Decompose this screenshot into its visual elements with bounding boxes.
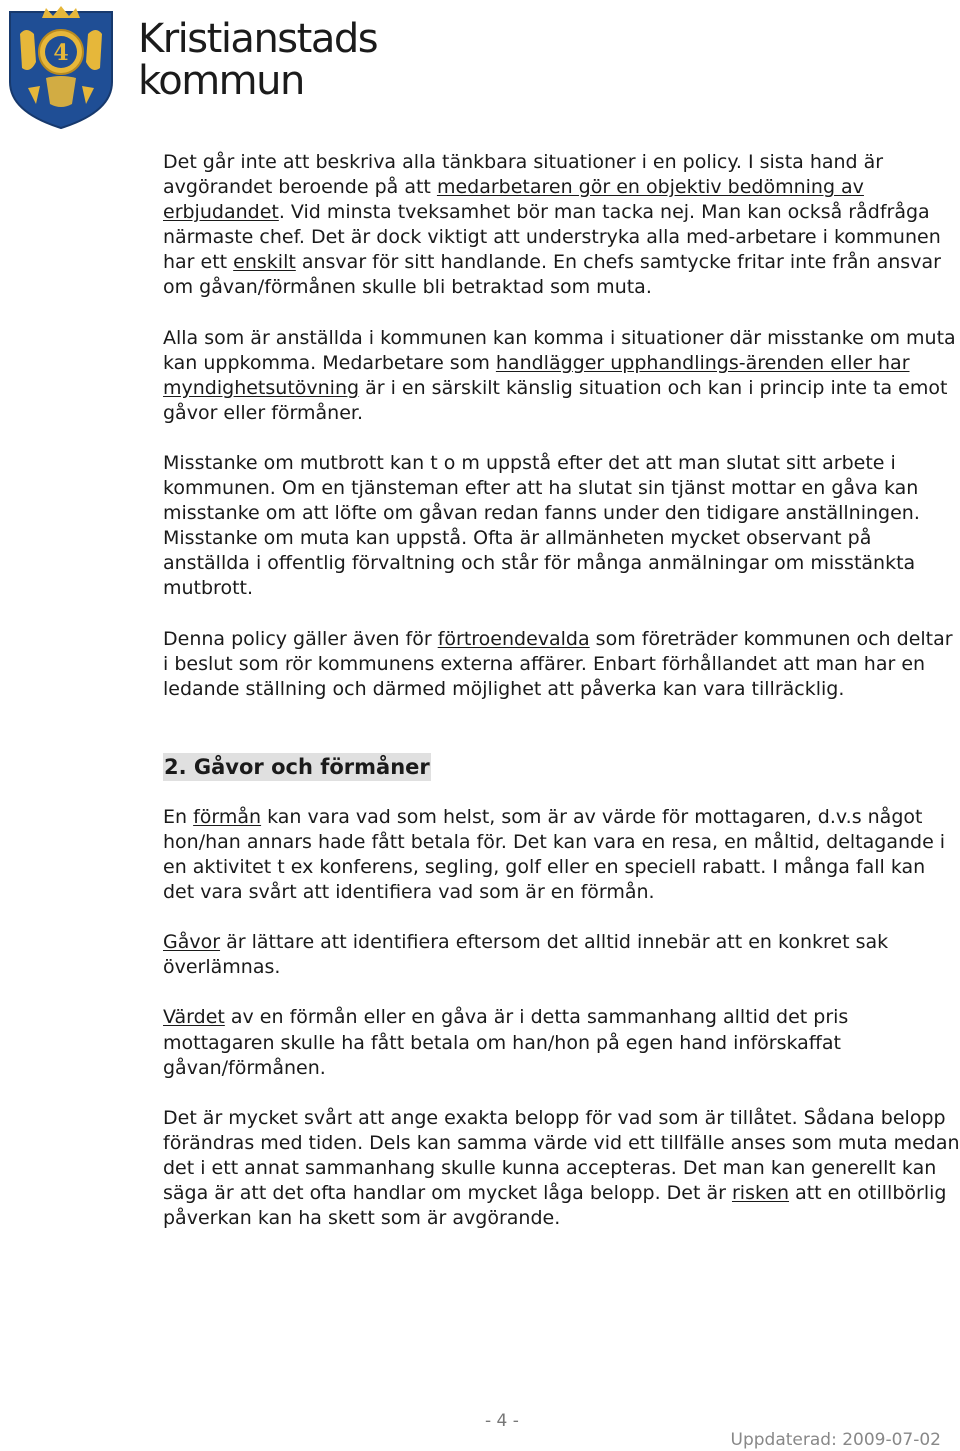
paragraph-text: som företräder kommunen och deltar i beslut som rör kommunens externa affärer. Enbart förhållandet att man har en ledande ställning och därmed möjlighet att påverka kan vara tillräcklig. [163,627,953,700]
paragraph-text: Det är mycket svårt att ange exakta belopp för vad som är tillåtet. Sådana belopp förändras med tiden. Dels kan samma värde vid ett tillfälle anses som muta medan det i ett annat sammanhang skulle kunna accepteras. Det man kan generellt kan säga är att det ofta handlar om mycket låga belopp. Det är [163,1106,960,1204]
underlined-term: Värdet [163,1006,225,1029]
underlined-term: enskilt [233,251,296,274]
paragraph-text: Det går inte att beskriva alla tänkbara situationer i en policy. I sista hand är avgörandet beroende på att [163,151,884,199]
paragraph [163,326,960,426]
intro-paragraphs [163,150,960,702]
paragraph-text: att en otillbörlig påverkan kan ha skett som är avgörande. [163,1182,947,1230]
underlined-term: risken [731,1182,790,1204]
paragraph-text: Denna policy gäller även för [163,627,438,650]
paragraph-text: En [163,805,194,828]
paragraph-text: kan vara vad som helst, som är av värde för mottagaren, d.v.s något hon/han annars hade fått betala för. Det kan vara en resa, en måltid, deltagande i en aktivitet t ex konferens, segling, golf eller en speciell rabatt. I många fall kan det vara svårt att identifiera vad som är en förmån. [163,805,946,904]
underlined-term: medarbetaren gör en objektiv bedömning av erbjudandet [163,176,864,224]
municipality-wordmark [138,18,377,102]
paragraph-text: Alla som är anställda i kommunen kan komma i situationer där misstanke om muta kan uppkomma. Medarbetare som [163,326,956,374]
paragraph-text: av en förmån eller en gåva är i detta sammanhang alltid det pris mottagaren skulle ha fått betala om han/hon på egen hand införskaffat gåvan/förmånen. [163,1006,849,1079]
wordmark-line2: kommun [138,58,304,104]
updated-date: Uppdaterad: 2009-07-02 [730,1430,941,1450]
paragraph-text: Misstanke om mutbrott kan t o m uppstå efter det att man slutat sitt arbete i kommunen. Om en tjänsteman efter att ha slutat sin tjänst mottar en gåva kan misstanke om att löfte om gåvan redan fanns under den tidigare anställningen. Misstanke om muta kan uppstå. Ofta är allmänheten mycket observant på anställda i offentlig förvaltning och står för många anmälningar om misstänkta mutbrott. [163,451,920,600]
paragraph [163,1106,960,1231]
paragraph-text: är i en särskilt känslig situation och kan i princip inte ta emot gåvor eller förmåner. [163,376,948,424]
wordmark-line1: Kristianstads [138,16,378,62]
paragraph [163,150,960,301]
paragraph-text: är lättare att identifiera eftersom det alltid innebär att en konkret sak överlämnas. [163,931,889,979]
document-body [163,150,960,1256]
svg-text:4: 4 [53,40,69,66]
underlined-term: Gåvor [163,931,221,954]
paragraph [163,930,960,980]
page-number: - 4 - [485,1411,519,1431]
section-heading-wrap [163,753,960,781]
page-header [6,4,526,130]
underlined-term: förmån [193,805,262,828]
coat-of-arms-logo [6,4,116,130]
underlined-term: handlägger upphandlings-ärenden eller har myndighetsutövning [163,351,910,399]
section-paragraphs [163,805,960,1231]
section-heading: 2. Gåvor och förmåner [164,754,430,779]
paragraph [163,451,960,602]
paragraph-text: ansvar för sitt handlande. En chefs samtycke fritar inte från ansvar om gåvan/förmånen skulle bli betraktad som muta. [163,251,941,299]
paragraph [163,1005,960,1080]
paragraph [163,627,960,702]
underlined-term: förtroendevalda [437,627,590,650]
paragraph [163,805,960,905]
paragraph-text: . Vid minsta tveksamhet bör man tacka nej. Man kan också rådfråga närmaste chef. Det är dock viktigt att understryka alla med-arbetare i kommunen har ett [163,201,941,274]
